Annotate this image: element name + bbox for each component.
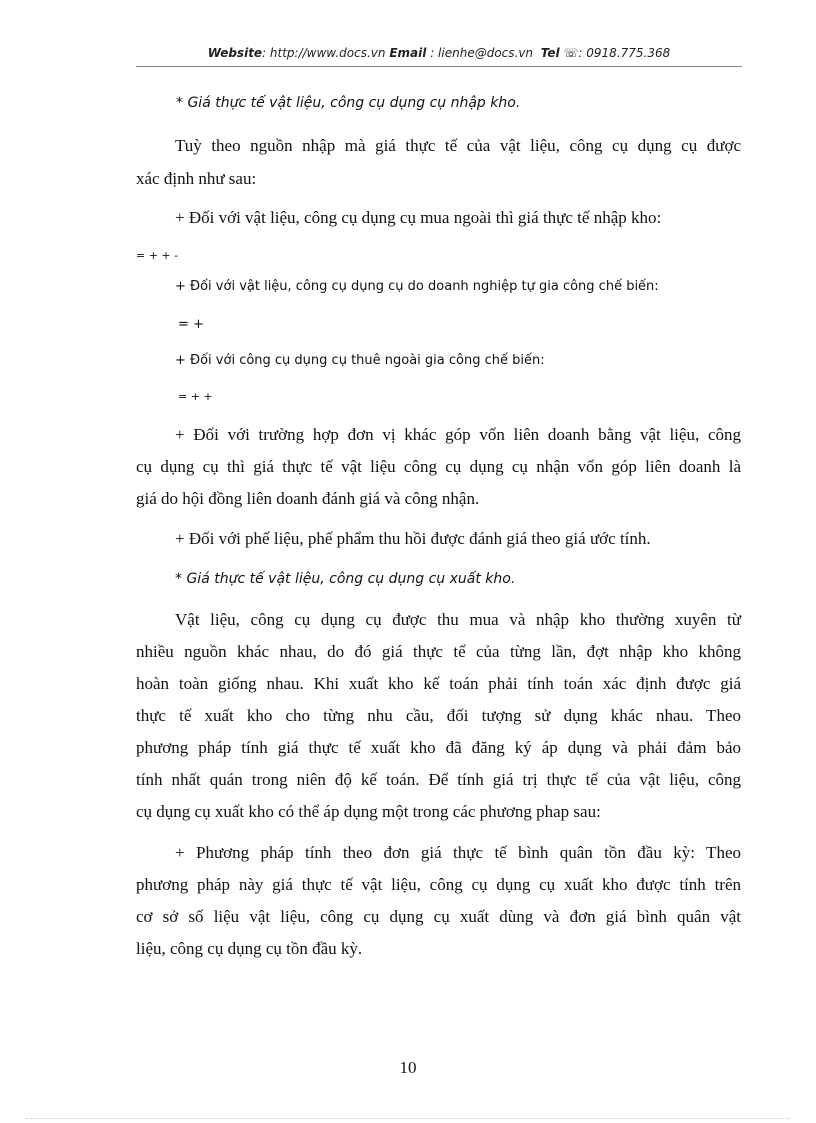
- paragraph-line: thực tế xuất kho cho từng nhu cầu, đối tượng sử dụng khác nhau. Theo: [136, 706, 741, 725]
- formula-line: = + +: [178, 390, 213, 403]
- paragraph-line: liệu, công cụ dụng cụ tồn đầu kỳ.: [136, 939, 363, 958]
- page-bottom-border: [26, 1118, 790, 1119]
- formula-line: = + + -: [136, 249, 179, 262]
- paragraph-line: phương pháp tính giá thực tế xuất kho đã đăng ký áp dụng và phải đảm bảo: [136, 738, 741, 757]
- list-item-outsourced: + Đối với công cụ dụng cụ thuê ngoài gia công chế biến:: [175, 353, 545, 368]
- paragraph-line: cơ sở số liệu vật liệu, công cụ dụng cụ xuất dùng và đơn giá bình quân vật: [136, 907, 741, 926]
- tel-label: Tel: [540, 46, 560, 60]
- phone-icon: ☏: [563, 46, 579, 60]
- email-value: : lienhe@docs.vn: [430, 46, 534, 60]
- paragraph-line: xác định như sau:: [136, 169, 257, 188]
- formula-line: = +: [178, 317, 204, 332]
- header-divider: [136, 66, 742, 67]
- paragraph-line: nhiều nguồn khác nhau, do đó giá thực tế của từng lần, đợt nhập kho không: [136, 642, 741, 661]
- tel-value: : 0918.775.368: [578, 46, 671, 60]
- list-item-method: + Phương pháp tính theo đơn giá thực tế bình quân tồn đầu kỳ: Theo: [175, 843, 741, 862]
- email-label: Email: [389, 46, 427, 60]
- paragraph-line: phương pháp này giá thực tế vật liệu, công cụ dụng cụ xuất kho được tính trên: [136, 875, 741, 894]
- list-item-joint-venture: + Đối với trường hợp đơn vị khác góp vốn liên doanh bằng vật liệu, công: [175, 425, 741, 444]
- list-item-purchased: + Đối với vật liệu, công cụ dụng cụ mua ngoài thì giá thực tế nhập kho:: [175, 208, 662, 227]
- paragraph-line: cụ dụng cụ thì giá thực tế vật liệu công cụ dụng cụ nhận vốn góp liên doanh là: [136, 457, 741, 476]
- section-heading-import-price: * Giá thực tế vật liệu, công cụ dụng cụ nhập kho.: [176, 95, 521, 111]
- paragraph-line: cụ dụng cụ xuất kho có thể áp dụng một trong các phương phap sau:: [136, 802, 601, 821]
- website-label: Website: [207, 46, 263, 60]
- website-value: : http://www.docs.vn: [262, 46, 386, 60]
- list-item-scrap: + Đối với phế liệu, phế phẩm thu hồi được đánh giá theo giá ước tính.: [175, 529, 651, 548]
- paragraph-line: Tuỳ theo nguồn nhập mà giá thực tế của vật liệu, công cụ dụng cụ được: [175, 136, 741, 155]
- paragraph-line: tính nhất quán trong niên độ kế toán. Để tính giá trị thực tế của vật liệu, công: [136, 770, 741, 789]
- list-item-self-processed: + Đối với vật liệu, công cụ dụng cụ do doanh nghiệp tự gia công chế biến:: [175, 279, 659, 294]
- page-number: 10: [399, 1058, 417, 1077]
- paragraph-line: giá do hội đồng liên doanh đánh giá và công nhận.: [136, 489, 480, 508]
- paragraph-line: Vật liệu, công cụ dụng cụ được thu mua và nhập kho thường xuyên từ: [175, 610, 741, 629]
- section-heading-export-price: * Giá thực tế vật liệu, công cụ dụng cụ xuất kho.: [175, 571, 516, 587]
- page-header: [136, 46, 742, 60]
- paragraph-line: hoàn toàn giống nhau. Khi xuất kho kế toán phải tính toán xác định được giá: [136, 674, 741, 693]
